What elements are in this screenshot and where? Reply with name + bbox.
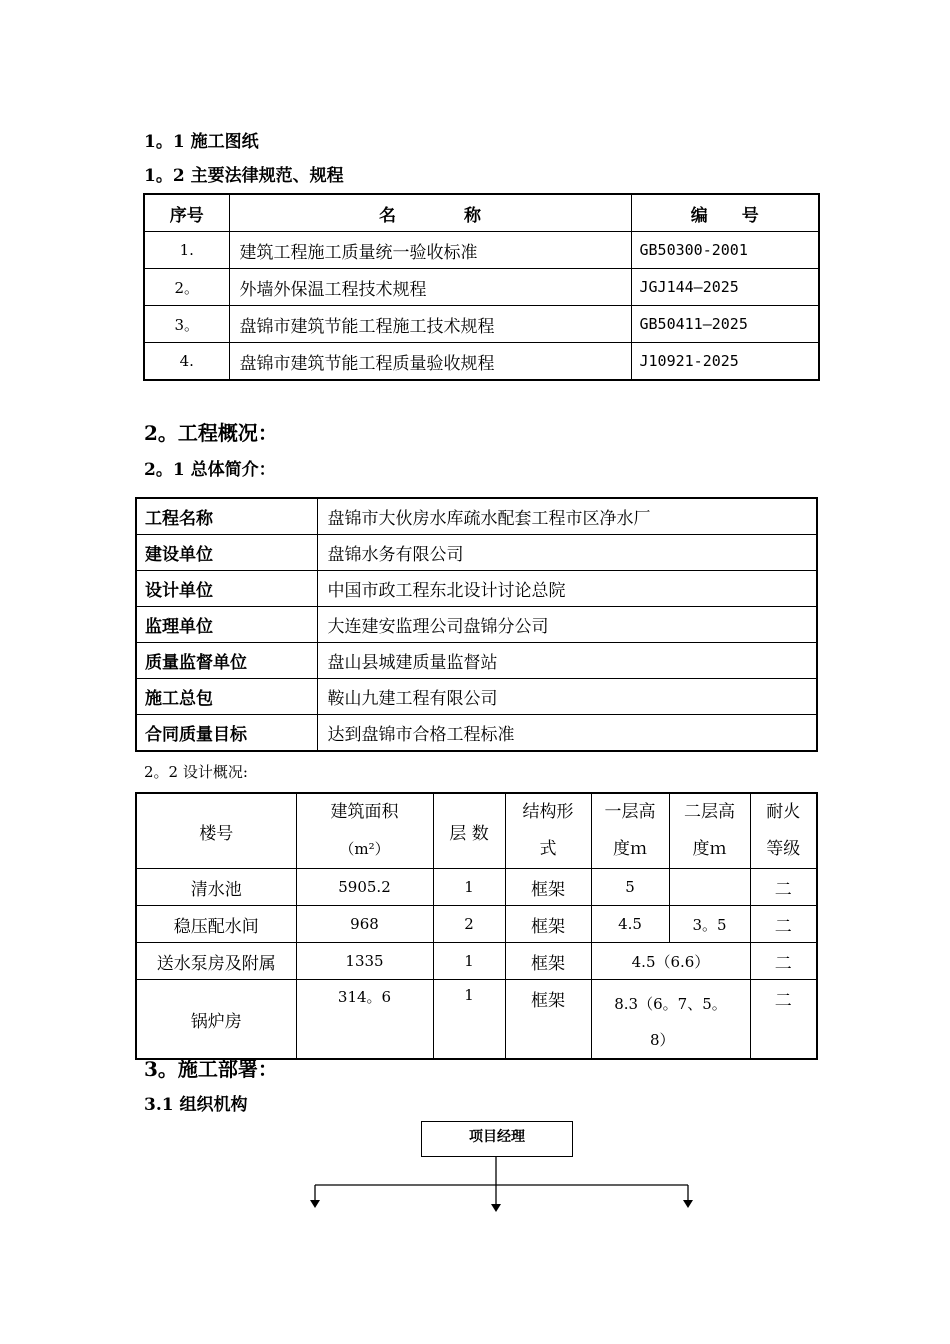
table-row <box>136 943 817 980</box>
info-value: 盘山县城建质量监督站 <box>317 643 817 679</box>
row-code: GB50411—2025 <box>631 306 819 343</box>
row-floors: 1 <box>433 943 505 980</box>
info-label: 质量监督单位 <box>136 643 317 679</box>
design-table <box>135 792 818 1060</box>
table-row <box>136 906 817 943</box>
info-value: 达到盘锦市合格工程标准 <box>317 715 817 752</box>
header-fire-line1: 耐火 <box>766 802 801 822</box>
info-row <box>136 498 817 535</box>
row-name: 建筑工程施工质量统一验收标准 <box>229 232 631 269</box>
row-building: 送水泵房及附属 <box>136 943 296 980</box>
section-2-1-heading: 2。1 总体简介： <box>144 460 276 480</box>
row-structure: 框架 <box>505 980 591 1060</box>
row-building: 锅炉房 <box>136 980 296 1060</box>
row-building: 清水池 <box>136 869 296 906</box>
row-name: 外墙外保温工程技术规程 <box>229 269 631 306</box>
standards-table <box>143 193 820 381</box>
header-fire-rating <box>750 793 817 869</box>
section-2-heading: 2。工程概况： <box>144 421 278 445</box>
section-2-2-heading: 2。2 设计概况: <box>144 763 248 781</box>
info-row <box>136 715 817 752</box>
row-floors: 2 <box>433 906 505 943</box>
header-first-floor-height <box>591 793 669 869</box>
header-structure-line1: 结构形 <box>522 802 574 822</box>
section-3-heading: 3。施工部署： <box>144 1057 278 1081</box>
row-h2: 3。5 <box>669 906 750 943</box>
section-1-2-heading: 1。2 主要法律规范、规程 <box>144 166 344 186</box>
info-value: 大连建安监理公司盘锦分公司 <box>317 607 817 643</box>
row-serial: 1. <box>144 232 229 269</box>
header-name: 名 称 <box>229 194 631 232</box>
info-row <box>136 535 817 571</box>
table-row <box>144 343 819 381</box>
row-h2 <box>669 869 750 906</box>
row-structure: 框架 <box>505 869 591 906</box>
row-fire: 二 <box>750 906 817 943</box>
table-row <box>136 869 817 906</box>
row-name: 盘锦市建筑节能工程施工技术规程 <box>229 306 631 343</box>
header-structure-line2: 式 <box>539 839 557 859</box>
row-h1: 5 <box>591 869 669 906</box>
table-row <box>136 980 817 1060</box>
header-h2-line2: 度ｍ <box>692 839 727 859</box>
row-area: 5905.2 <box>296 869 433 906</box>
info-value: 盘锦水务有限公司 <box>317 535 817 571</box>
info-value: 鞍山九建工程有限公司 <box>317 679 817 715</box>
row-height-merged: 4.5（6.6） <box>591 943 750 980</box>
info-row <box>136 643 817 679</box>
table-row <box>144 232 819 269</box>
header-floors: 层 数 <box>433 793 505 869</box>
project-info-table <box>135 497 818 752</box>
row-serial: 4. <box>144 343 229 381</box>
info-label: 工程名称 <box>136 498 317 535</box>
header-building: 楼号 <box>136 793 296 869</box>
header-code: 编 号 <box>631 194 819 232</box>
info-label: 设计单位 <box>136 571 317 607</box>
project-manager-box: 项目经理 <box>421 1121 573 1157</box>
info-label: 合同质量目标 <box>136 715 317 752</box>
row-height-line1: 8.3（6。7、5。 <box>614 995 727 1013</box>
row-building: 稳压配水间 <box>136 906 296 943</box>
table-row <box>144 269 819 306</box>
header-area-line1: 建筑面积 <box>330 802 399 822</box>
row-floors: 1 <box>433 869 505 906</box>
header-second-floor-height <box>669 793 750 869</box>
row-height-merged <box>591 980 750 1060</box>
arrow-down-icon <box>683 1200 693 1208</box>
row-code: JGJ144—2025 <box>631 269 819 306</box>
info-label: 监理单位 <box>136 607 317 643</box>
info-label: 建设单位 <box>136 535 317 571</box>
row-fire: 二 <box>750 869 817 906</box>
row-floors: 1 <box>433 980 505 1060</box>
org-chart-connectors <box>300 1157 700 1217</box>
row-fire: 二 <box>750 943 817 980</box>
info-label: 施工总包 <box>136 679 317 715</box>
info-row <box>136 571 817 607</box>
header-area <box>296 793 433 869</box>
header-h1-line2: 度ｍ <box>613 839 647 859</box>
table-row <box>144 306 819 343</box>
header-area-unit: （m²） <box>339 840 390 858</box>
row-area: 968 <box>296 906 433 943</box>
header-h1-line1: 一层高 <box>604 802 656 822</box>
info-row <box>136 679 817 715</box>
arrow-down-icon <box>491 1204 501 1212</box>
row-structure: 框架 <box>505 943 591 980</box>
section-3-1-heading: 3.1 组织机构 <box>144 1095 248 1115</box>
header-h2-line1: 二层高 <box>684 802 735 822</box>
header-fire-line2: 等级 <box>766 839 801 859</box>
row-fire: 二 <box>750 980 817 1060</box>
row-height-line2: 8） <box>649 1031 675 1049</box>
row-code: GB50300-2001 <box>631 232 819 269</box>
header-structure <box>505 793 591 869</box>
row-area: 1335 <box>296 943 433 980</box>
row-serial: 2。 <box>144 269 229 306</box>
row-code: J10921-2025 <box>631 343 819 381</box>
table-header-row <box>144 194 819 232</box>
info-value: 盘锦市大伙房水库疏水配套工程市区净水厂 <box>317 498 817 535</box>
header-serial: 序号 <box>144 194 229 232</box>
design-header-row <box>136 793 817 869</box>
arrow-down-icon <box>310 1200 320 1208</box>
row-structure: 框架 <box>505 906 591 943</box>
section-1-1-heading: 1。1 施工图纸 <box>144 132 259 152</box>
row-h1: 4.5 <box>591 906 669 943</box>
info-value: 中国市政工程东北设计讨论总院 <box>317 571 817 607</box>
row-serial: 3。 <box>144 306 229 343</box>
info-row <box>136 607 817 643</box>
row-area: 314。6 <box>296 980 433 1060</box>
row-name: 盘锦市建筑节能工程质量验收规程 <box>229 343 631 381</box>
